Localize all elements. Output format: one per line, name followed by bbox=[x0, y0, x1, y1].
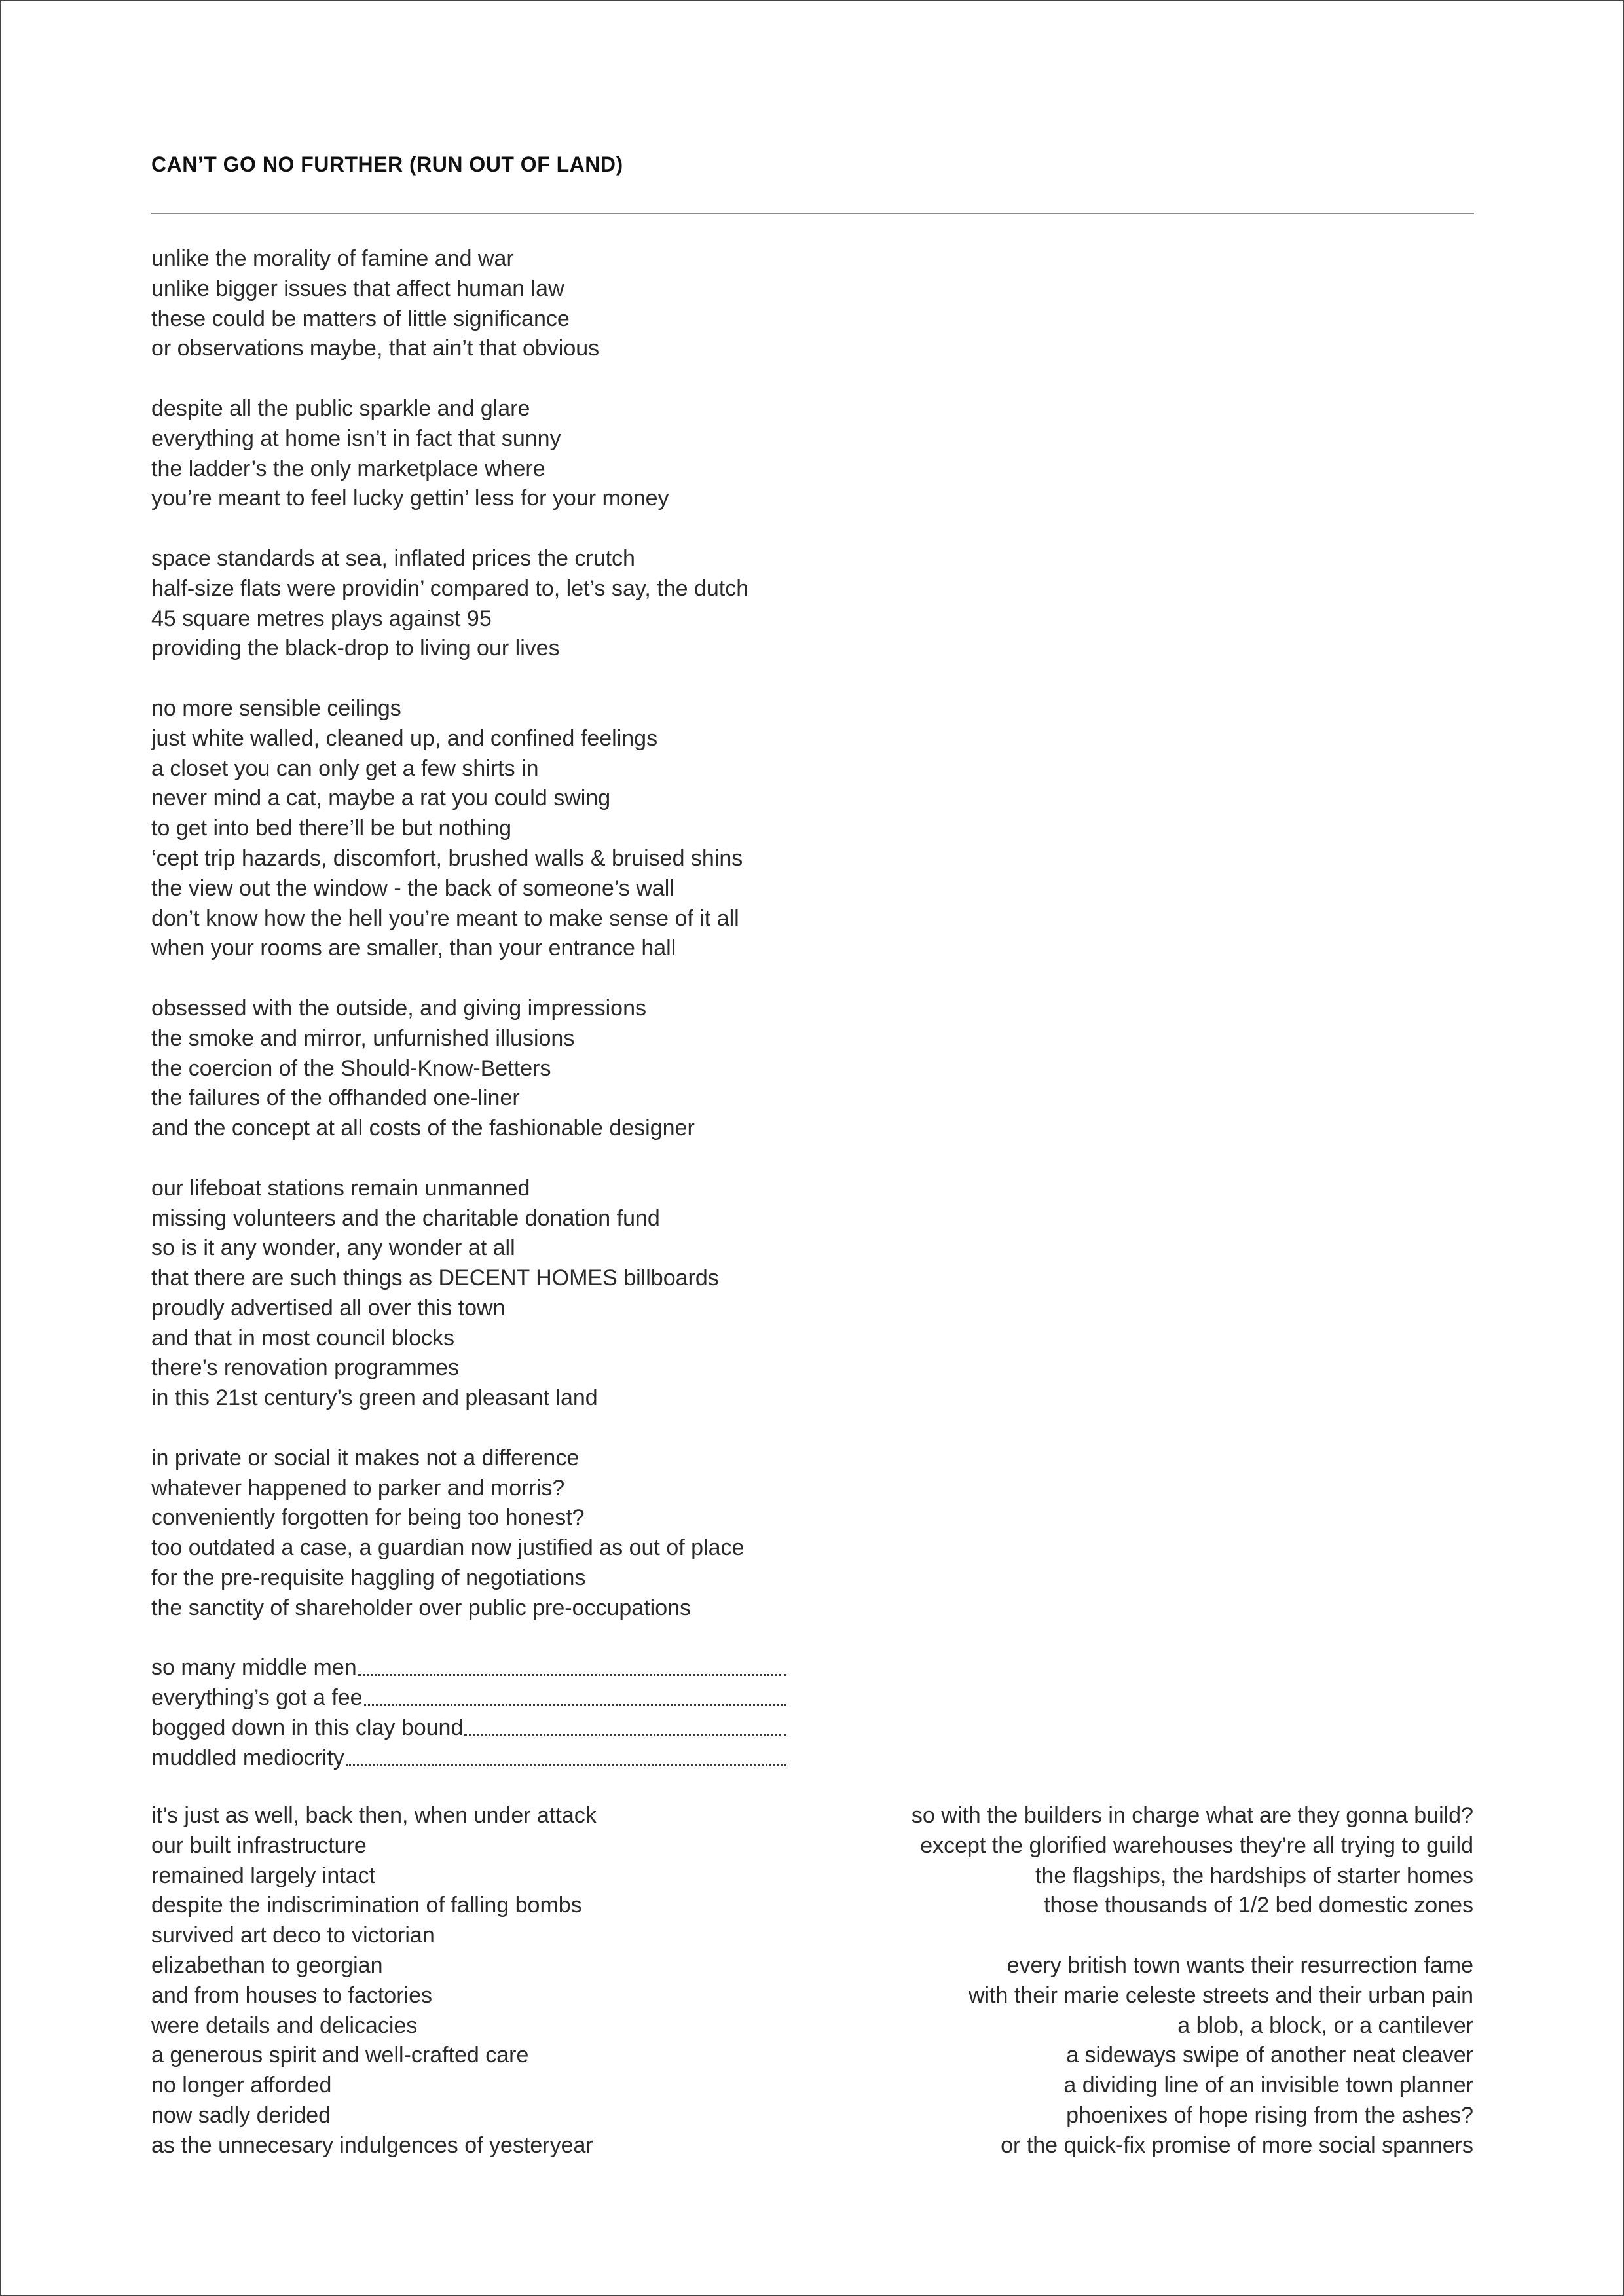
poem-bottom-right-column bbox=[912, 1801, 1473, 2191]
poem-line: were details and delicacies bbox=[151, 2013, 418, 2038]
poem-line: that there are such things as DECENT HOMES billboards bbox=[151, 1266, 719, 1291]
poem-line: ‘cept trip hazards, discomfort, brushed walls & bruised shins bbox=[151, 845, 743, 871]
poem-line: no longer afforded bbox=[151, 2073, 332, 2098]
poem-line: unlike bigger issues that affect human law bbox=[151, 276, 564, 301]
poem-line: proudly advertised all over this town bbox=[151, 1295, 506, 1321]
poem-line: every british town wants their resurrection fame bbox=[1006, 1952, 1473, 1978]
poem-line: so is it any wonder, any wonder at all bbox=[151, 1235, 515, 1261]
poem-line: those thousands of 1/2 bed domestic zones bbox=[1044, 1893, 1473, 1918]
poem-line: elizabethan to georgian bbox=[151, 1952, 383, 1978]
poem-line: to get into bed there’ll be but nothing bbox=[151, 816, 512, 841]
dot-leader bbox=[346, 1743, 786, 1766]
poem-line: a dividing line of an invisible town planner bbox=[1063, 2073, 1473, 2098]
poem-line: the sanctity of shareholder over public pre-occupations bbox=[151, 1595, 692, 1620]
poem-line: and from houses to factories bbox=[151, 1982, 433, 2008]
poem-line: the smoke and mirror, unfurnished illusions bbox=[151, 1025, 575, 1051]
poem-line: except the glorified warehouses they’re all trying to guild bbox=[920, 1832, 1473, 1858]
dotted-line-text: everything’s got a fee bbox=[151, 1685, 363, 1711]
poem-line: there’s renovation programmes bbox=[151, 1355, 459, 1381]
poem-bottom-left-column bbox=[151, 1801, 597, 2161]
poem-line: or observations maybe, that ain’t that obvious bbox=[151, 336, 600, 361]
poem-line: and the concept at all costs of the fashionable designer bbox=[151, 1116, 695, 1141]
poem-line: despite all the public sparkle and glare bbox=[151, 395, 530, 421]
stanza bbox=[151, 244, 786, 364]
poem-line: it’s just as well, back then, when under attack bbox=[151, 1803, 597, 1828]
stanza bbox=[151, 1444, 786, 1624]
poem-line: in this 21st century’s green and pleasant land bbox=[151, 1385, 598, 1411]
poem-line: a generous spirit and well-crafted care bbox=[151, 2043, 529, 2068]
poem-line: obsessed with the outside, and giving impressions bbox=[151, 995, 646, 1021]
poem-line: conveniently forgotten for being too honest? bbox=[151, 1505, 585, 1531]
stanza bbox=[151, 694, 786, 964]
poem-line: our lifeboat stations remain unmanned bbox=[151, 1175, 530, 1201]
poem-line: as the unnecesary indulgences of yesteryear bbox=[151, 2132, 593, 2158]
poem-line: whatever happened to parker and morris? bbox=[151, 1475, 565, 1501]
poem-line: missing volunteers and the charitable donation fund bbox=[151, 1205, 660, 1231]
stanza bbox=[151, 1174, 786, 1413]
poem-line: the coercion of the Should-Know-Betters bbox=[151, 1055, 551, 1081]
stanza-container bbox=[151, 244, 786, 1624]
stanza bbox=[912, 1951, 1473, 2161]
poem-line: in private or social it makes not a difference bbox=[151, 1445, 580, 1470]
poem-line: and that in most council blocks bbox=[151, 1325, 455, 1351]
stanza bbox=[151, 544, 786, 664]
dot-leader bbox=[364, 1683, 786, 1706]
dotted-line bbox=[151, 1713, 786, 1743]
poem-line: for the pre-requisite haggling of negotiations bbox=[151, 1565, 586, 1591]
poem-line: our built infrastructure bbox=[151, 1832, 367, 1858]
poem-line: with their marie celeste streets and their urban pain bbox=[968, 1982, 1473, 2008]
dotted-line bbox=[151, 1683, 786, 1713]
stanza bbox=[151, 994, 786, 1144]
dotted-line-text: so many middle men bbox=[151, 1655, 357, 1681]
stanza bbox=[151, 394, 786, 514]
dotted-line-text: bogged down in this clay bound bbox=[151, 1715, 464, 1741]
poem-line: the view out the window - the back of someone’s wall bbox=[151, 875, 674, 901]
poem-line: no more sensible ceilings bbox=[151, 695, 401, 721]
dotted-line-text: muddled mediocrity bbox=[151, 1745, 344, 1770]
poem-line: or the quick-fix promise of more social spanners bbox=[1001, 2132, 1473, 2158]
poem-line: never mind a cat, maybe a rat you could swing bbox=[151, 786, 611, 811]
poem-line: these could be matters of little significance bbox=[151, 306, 570, 331]
poem-line: now sadly derided bbox=[151, 2102, 331, 2128]
poem-line: providing the black-drop to living our lives bbox=[151, 636, 560, 661]
poem-line: everything at home isn’t in fact that sunny bbox=[151, 426, 561, 451]
poem-line: space standards at sea, inflated prices the crutch bbox=[151, 545, 635, 571]
poem-line: despite the indiscrimination of falling bombs bbox=[151, 1893, 582, 1918]
poem-line: so with the builders in charge what are they gonna build? bbox=[911, 1803, 1473, 1828]
poem-main-column bbox=[151, 244, 786, 1803]
poem-line: when your rooms are smaller, than your entrance hall bbox=[151, 936, 676, 961]
poem-line: the ladder’s the only marketplace where bbox=[151, 456, 545, 481]
poem-line: a blob, a block, or a cantilever bbox=[1177, 2013, 1473, 2038]
title-divider bbox=[151, 213, 1474, 214]
stanza bbox=[912, 1801, 1473, 1921]
dot-leader bbox=[358, 1653, 786, 1676]
poem-line: just white walled, cleaned up, and confined feelings bbox=[151, 725, 658, 751]
poem-line: too outdated a case, a guardian now justified as out of place bbox=[151, 1535, 745, 1561]
poem-line: a closet you can only get a few shirts in bbox=[151, 756, 539, 781]
poem-line: unlike the morality of famine and war bbox=[151, 246, 514, 271]
poem-line: half-size flats were providin’ compared to, let’s say, the dutch bbox=[151, 575, 749, 601]
poem-line: don’t know how the hell you’re meant to make sense of it all bbox=[151, 905, 739, 931]
poem-title: CAN’T GO NO FURTHER (RUN OUT OF LAND) bbox=[151, 153, 623, 176]
poem-line: remained largely intact bbox=[151, 1863, 376, 1888]
poem-line: a sideways swipe of another neat cleaver bbox=[1066, 2043, 1473, 2068]
dotted-line bbox=[151, 1743, 786, 1774]
poem-line: phoenixes of hope rising from the ashes? bbox=[1066, 2102, 1473, 2128]
dotted-stanza bbox=[151, 1653, 786, 1773]
dot-leader bbox=[464, 1713, 786, 1736]
poem-line: survived art deco to victorian bbox=[151, 1923, 435, 1948]
poem-line: the flagships, the hardships of starter homes bbox=[1035, 1863, 1473, 1888]
dotted-line bbox=[151, 1653, 786, 1683]
poem-line: 45 square metres plays against 95 bbox=[151, 606, 492, 631]
poem-line: the failures of the offhanded one-liner bbox=[151, 1085, 520, 1111]
poem-line: you’re meant to feel lucky gettin’ less for your money bbox=[151, 486, 669, 511]
